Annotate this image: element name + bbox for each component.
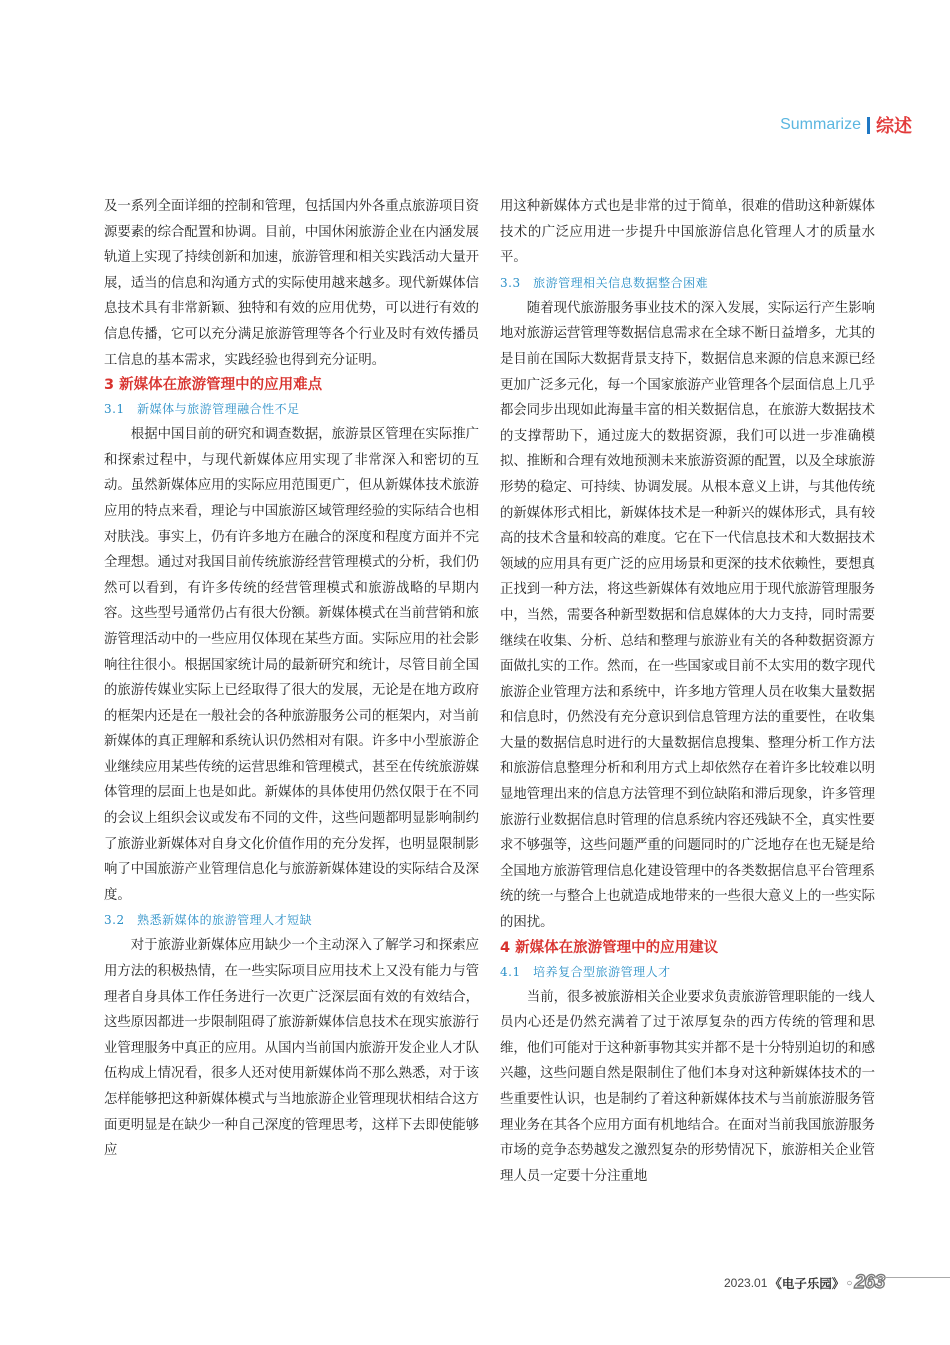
- page-number: 263: [854, 1272, 885, 1293]
- paragraph-3-2: 对于旅游业新媒体应用缺少一个主动深入了解学习和探索应用方法的积极热情，在一些实际项目应用技术上又没有能力与管理者自身具体工作任务进行一次更广泛深层面有效的有效结合，这些原因都进一步限制阻碍了旅游新媒体信息技术在现实旅游行业管理服务中真正的应用。从国内当前国内旅游开发企业人才队伍构成上情况看，很多人还对使用新媒体尚不那么熟悉，对于该怎样能够把这种新媒体模式与当地旅游企业管理现状相结合这方面更明显是在缺少一种自己深度的管理思考，这样下去即使能够应: [104, 938, 479, 1159]
- subsection-heading-3-2: 3.2 熟悉新媒体的旅游管理人才短缺: [104, 913, 313, 928]
- paragraph-3-2-continued: 用这种新媒体方式也是非常的过于简单，很难的借助这种新媒体技术的广泛应用进一步提升中国旅游信息化管理人才的质量水平。: [500, 199, 875, 266]
- circle-mark-icon: ○: [846, 1277, 853, 1289]
- section-label-english: Summarize: [780, 116, 861, 133]
- issue-date: 2023.01: [724, 1276, 768, 1290]
- section-heading-4: 4 新媒体在旅游管理中的应用建议: [500, 939, 719, 956]
- journal-section-header: [780, 112, 912, 138]
- subsection-heading-4-1: 4.1 培养复合型旅游管理人才: [500, 964, 671, 979]
- section-label-chinese: 综述: [876, 116, 912, 136]
- right-column: [500, 194, 875, 1189]
- subsection-heading-3-1: 3.1 新媒体与旅游管理融合性不足: [104, 402, 300, 417]
- paragraph-3-1: 根据中国目前的研究和调查数据，旅游景区管理在实际推广和探索过程中，与现代新媒体应用实现了非常深入和密切的互动。虽然新媒体应用的实际应用范围更广，但从新媒体技术旅游应用的特点来看，理论与中国旅游区域管理经验的实际结合也相对肤浅。事实上，仍有许多地方在融合的深度和程度方面并不完全理想。通过对我国目前传统旅游经营管理模式的分析，我们仍然可以看到，有许多传统的经营管理模式和旅游战略的早期内容。这些型号通常仍占有很大份额。新媒体模式在当前营销和旅游管理活动中的一些应用仅体现在某些方面。实际应用的社会影响往往很小。根据国家统计局的最新研究和统计，尽管目前全国的旅游传媒业实际上已经取得了很大的发展，无论是在地方政府的框架内还是在一般社会的各种旅游服务公司的框架内，对当前新媒体的真正理解和系统认识仍然相对有限。许多中小型旅游企业继续应用某些传统的运营思维和管理模式，甚至在传统旅游媒体管理的层面上也是如此。新媒体的具体使用仍然仅限于在不同的会议上组织会议或发布不同的文件，这些问题都明显影响制约了旅游业新媒体对自身文化价值作用的充分发挥，也明显限制影响了中国旅游产业管理信息化与旅游新媒体建设的实际结合及深度。: [104, 427, 479, 903]
- paragraph-3-3: 随着现代旅游服务事业技术的深入发展，实际运行产生影响地对旅游运营管理等数据信息需求在全球不断日益增多，尤其的是目前在国际大数据背景支持下，数据信息来源的信息来源已经更加广泛多元化，每一个国家旅游产业管理各个层面信息上几乎都会同步出现如此海量丰富的相关数据信息，在旅游大数据技术的支撑帮助下，通过庞大的数据资源，我们可以进一步准确模拟、推断和合理有效地预测未来旅游资源的配置，以及全球旅游形势的稳定、可持续、协调发展。从根本意义上讲，与其他传统的新媒体形式相比，新媒体技术是一种新兴的媒体形式，具有较高的技术含量和较高的难度。它在下一代信息技术和大数据技术领域的应用具有更广泛的应用场景和更深的技术依赖性，要想真正找到一种方法，将这些新媒体有效地应用于现代旅游管理服务中，当然，需要各种新型数据和信息媒体的大力支持，同时需要继续在收集、分析、总结和整理与旅游业有关的各种数据资源方面做扎实的工作。然而，在一些国家或目前不太实用的数字现代旅游企业管理方法和系统中，许多地方管理人员在收集大量数据和信息时，仍然没有充分意识到信息管理方法的重要性，在收集大量的数据信息时进行的大量数据信息搜集、整理分析工作方法和旅游信息整理分析和利用方式上却依然存在着许多比较难以明显地管理出来的信息方法管理不到位缺陷和滞后现象，许多管理旅游行业数据信息时管理的信息系统内容还残缺不全，真实性要求不够强等，这些问题严重的问题同时的广泛地存在也无疑是给全国地方旅游管理信息化建设管理中的各类数据信息平台管理系统的统一与整合上也就造成地带来的一些很大意义上的一些实际的困扰。: [500, 300, 875, 931]
- header-divider-bar: [867, 117, 870, 134]
- paragraph-4-1: 当前，很多被旅游相关企业要求负责旅游管理职能的一线人员内心还是仍然充满着了过于浓厚复杂的西方传统的管理和思维，他们可能对于这种新事物其实并都不是十分特别迫切的和感兴趣，这些问题自然是限制住了他们本身对这种新媒体技术的一些重要性认识，也是制约了着这种新媒体技术与当前旅游服务管理业务在其各个应用方面有机地结合。在面对当前我国旅游服务市场的竞争态势越发之激烈复杂的形势情况下，旅游相关企业管理人员一定要十分注重地: [500, 989, 875, 1184]
- left-column: [104, 194, 479, 1164]
- journal-name: 《电子乐园》: [769, 1277, 845, 1291]
- page-footer: [724, 1268, 950, 1298]
- paragraph-continued: 及一系列全面详细的控制和管理，包括国内外各重点旅游项目资源要素的综合配置和协调。目前，中国休闲旅游企业在内涵发展轨道上实现了持续创新和加速，旅游管理和相关实践活动大量开展，适当的信息和沟通方式的实际使用越来越多。现代新媒体信息技术具有非常新颖、独特和有效的应用优势，可以进行有效的信息传播，它可以充分满足旅游管理等各个行业及时有效传播员工信息的基本需求，实践经验也得到充分证明。: [104, 199, 479, 368]
- footer-rule: [874, 1277, 950, 1278]
- subsection-heading-3-3: 3.3 旅游管理相关信息数据整合困难: [500, 275, 709, 290]
- section-heading-3: 3 新媒体在旅游管理中的应用难点: [104, 377, 323, 394]
